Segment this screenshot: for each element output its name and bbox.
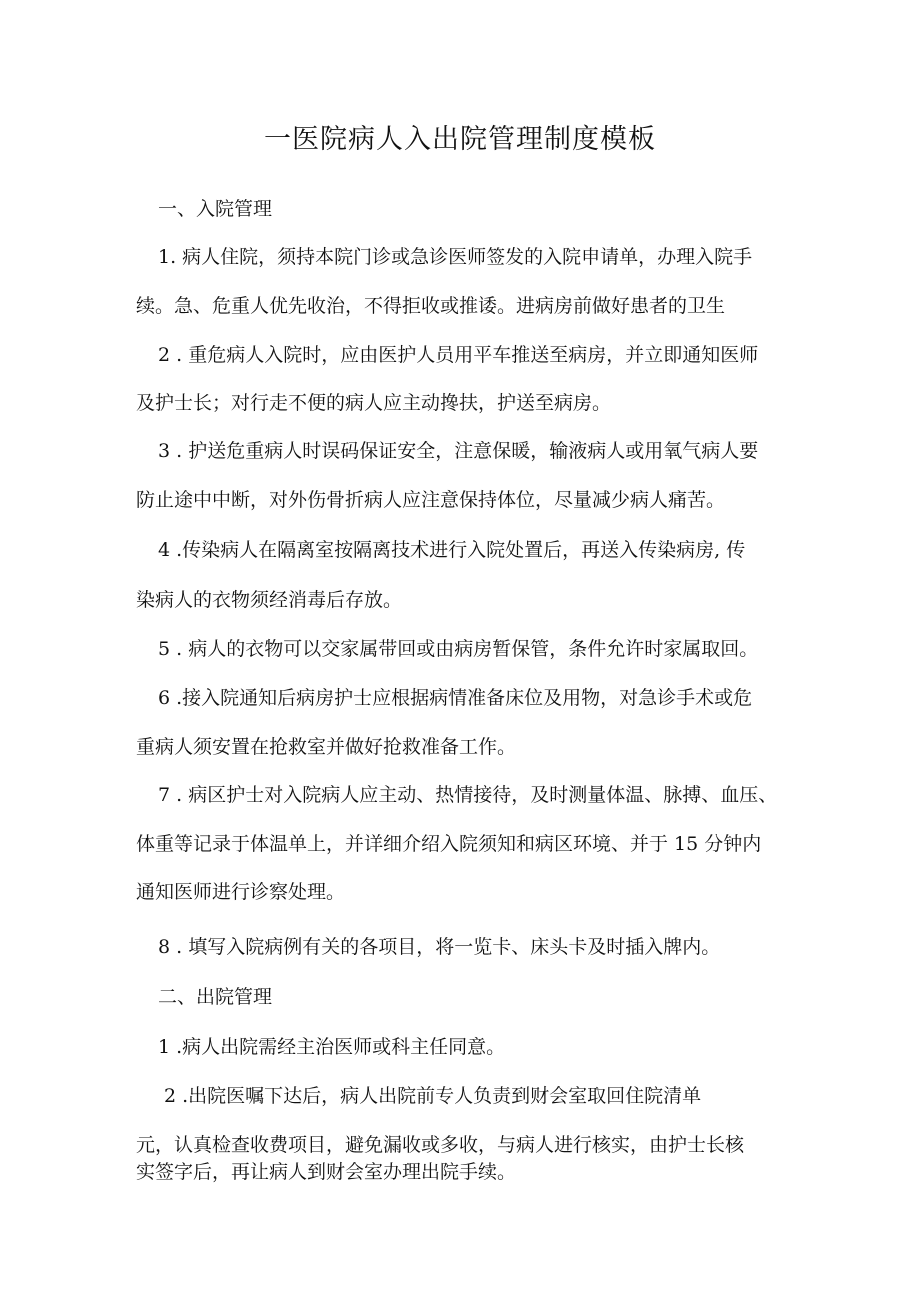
admission-item-2-line-1: 2 . 重危病人入院时，应由医护人员用平车推送至病房，并立即通知医师 (158, 344, 759, 366)
admission-item-7-line-2: 体重等记录于体温单上，并详细介绍入院须知和病区环境、并于 15 分钟内 (136, 833, 762, 855)
admission-item-5-line-1: 5 . 病人的衣物可以交家属带回或由病房暂保管，条件允许时家属取回。 (158, 638, 759, 660)
admission-item-6-line-1: 6 .接入院通知后病房护士应根据病情准备床位及用物，对急诊手术或危 (158, 687, 753, 709)
admission-item-2-line-2: 及护士长；对行走不便的病人应主动搀扶，护送至病房。 (136, 392, 612, 414)
admission-item-3-line-2: 防止途中中断，对外伤骨折病人应注意保持体位，尽量减少病人痛苦。 (136, 489, 726, 511)
admission-item-1-line-1: 1. 病人住院，须持本院门诊或急诊医师签发的入院申请单，办理入院手 (158, 246, 753, 268)
admission-item-8-line-1: 8 . 填写入院病例有关的各项目，将一览卡、床头卡及时插入牌内。 (158, 936, 721, 958)
document-title: 一医院病人入出院管理制度模板 (264, 124, 656, 155)
discharge-item-1-line-1: 1 .病人出院需经主治医师或科主任同意。 (158, 1036, 506, 1058)
discharge-item-2-line-2: 元，认真检查收费项目，避免漏收或多收，与病人进行核实，由护士长核 (136, 1134, 745, 1156)
section-heading-discharge: 二、出院管理 (158, 986, 273, 1008)
admission-item-7-line-3: 通知医师进行诊察处理。 (136, 881, 346, 903)
admission-item-4-line-1: 4 .传染病人在隔离室按隔离技术进行入院处置后，再送入传染病房, 传 (158, 539, 746, 561)
admission-item-4-line-2: 染病人的衣物须经消毒后存放。 (136, 589, 403, 611)
discharge-item-2-line-3: 实签字后，再让病人到财会室办理出院手续。 (136, 1161, 517, 1183)
admission-item-3-line-1: 3 . 护送危重病人时误码保证安全，注意保暖，输液病人或用氧气病人要 (158, 440, 759, 462)
admission-item-6-line-2: 重病人须安置在抢救室并做好抢救准备工作。 (136, 736, 517, 758)
admission-item-7-line-1: 7 . 病区护士对入院病人应主动、热情接待，及时测量体温、脉搏、血压、 (158, 784, 778, 806)
admission-item-1-line-2: 续。急、危重人优先收治，不得拒收或推诿。进病房前做好患者的卫生 (136, 295, 726, 317)
discharge-item-2-line-1: 2 .出院医嘱下达后，病人出院前专人负责到财会室取回住院清单 (164, 1085, 702, 1107)
section-heading-admission: 一、入院管理 (158, 198, 273, 220)
